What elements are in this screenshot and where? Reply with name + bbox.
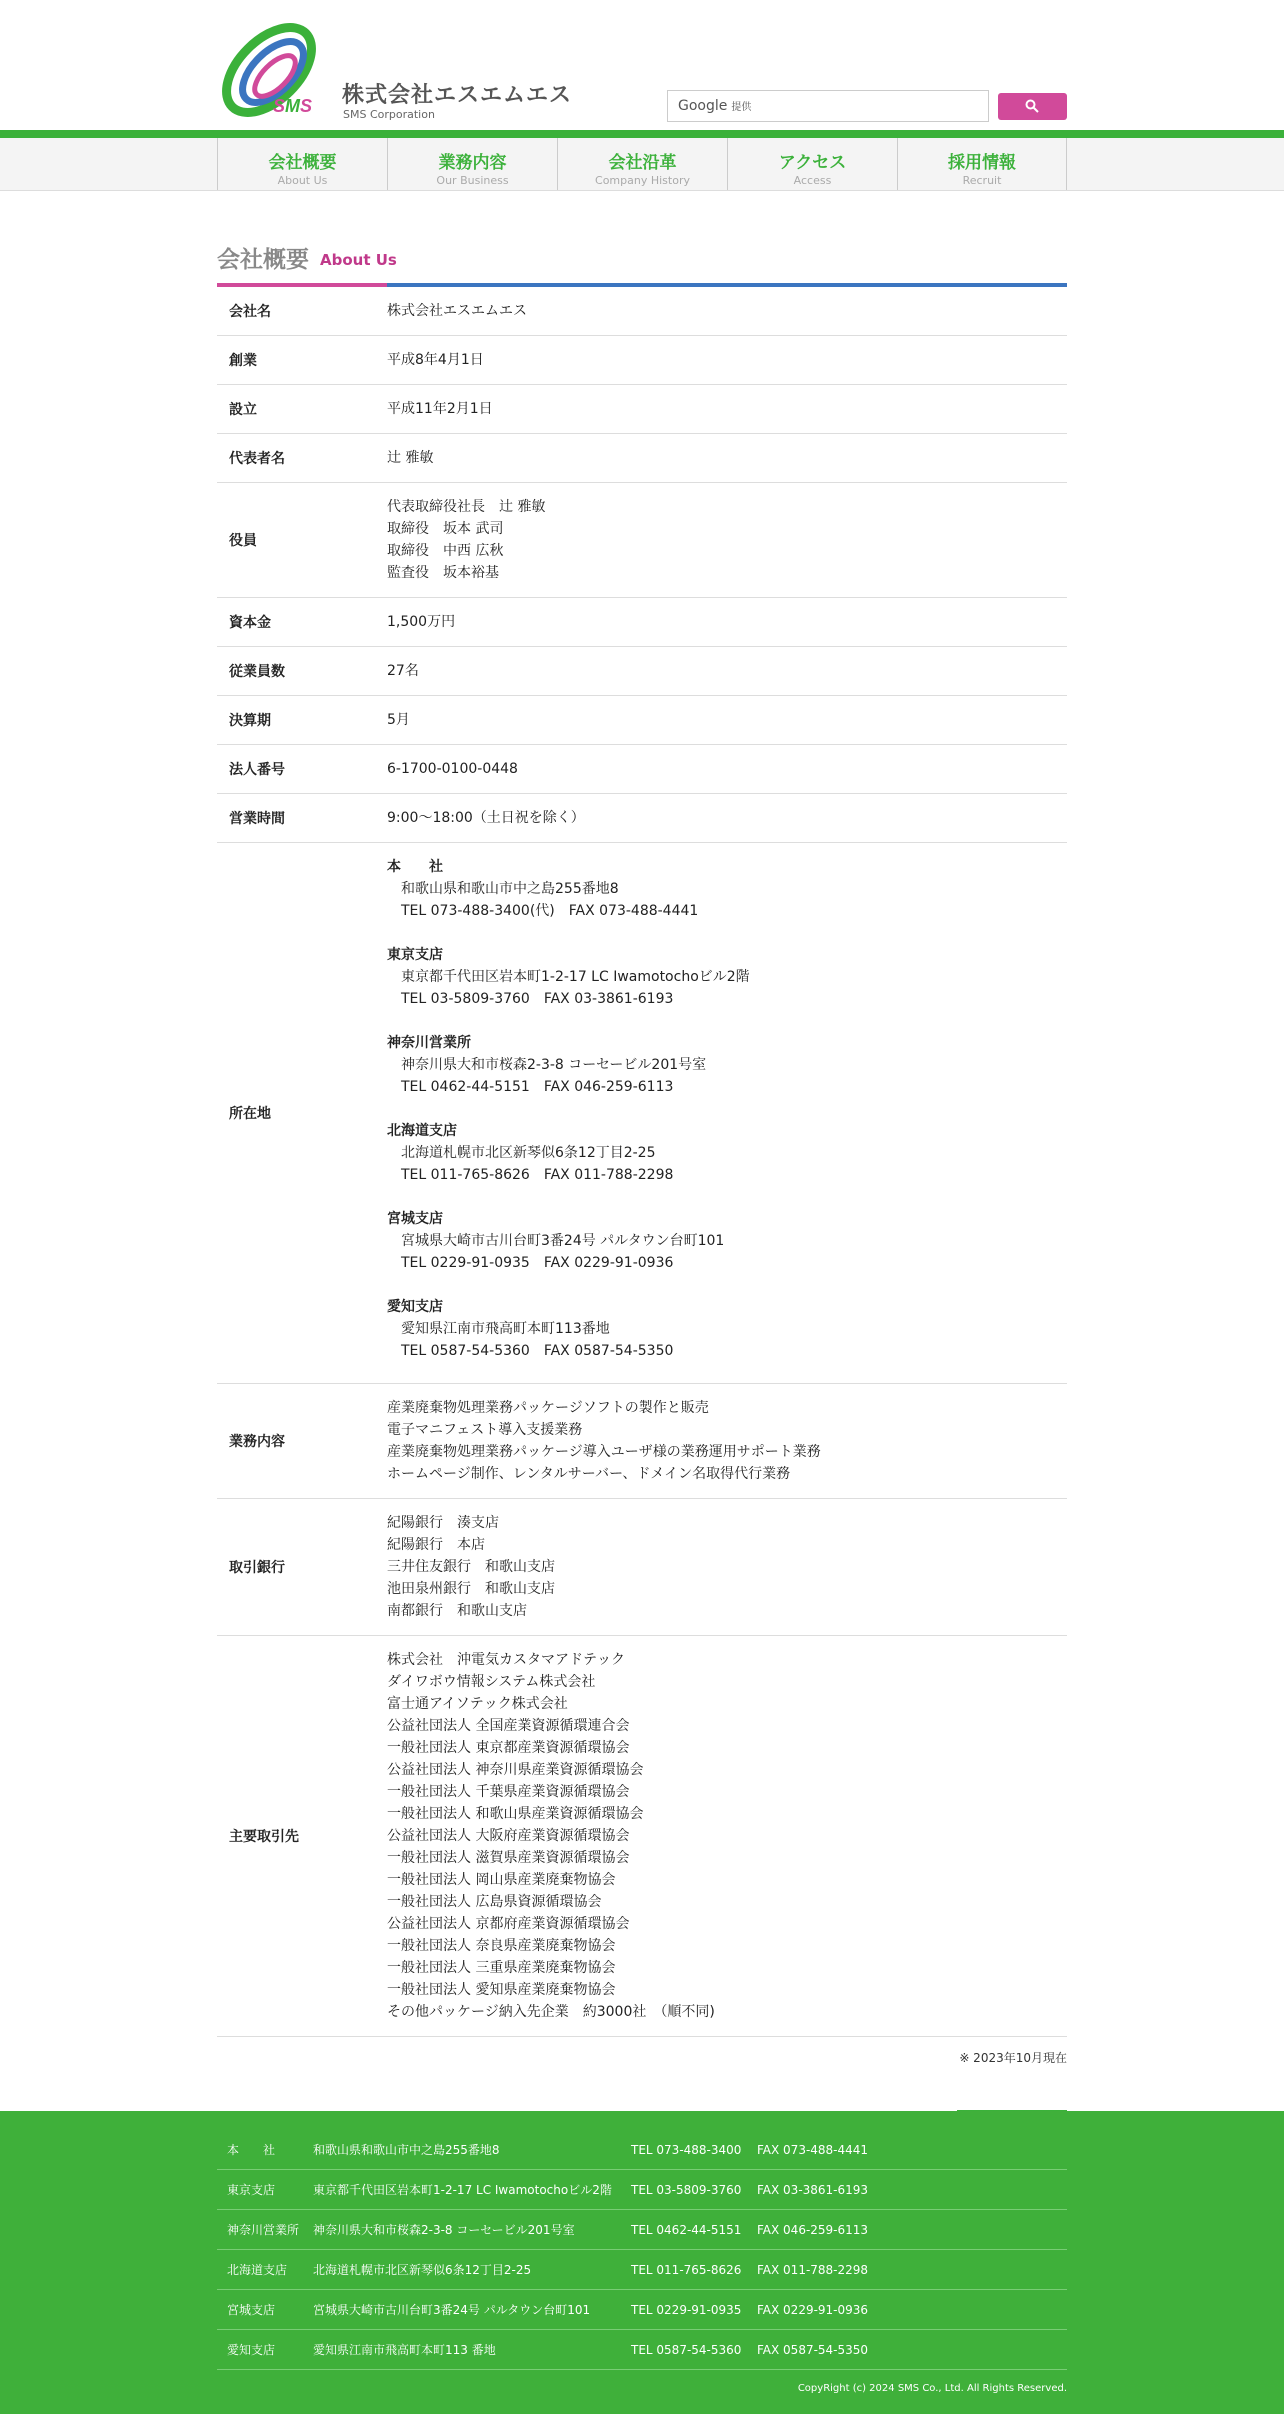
info-value-line: 1,500万円	[387, 614, 456, 630]
info-value-line: 一般社団法人 広島県資源循環協会	[387, 1894, 602, 1910]
footer-office-fax: FAX 0229-91-0936	[757, 2302, 869, 2317]
info-value-line: 富士通アイソテック株式会社	[387, 1696, 568, 1712]
nav-item-sublabel: About Us	[277, 174, 328, 187]
nav-item-2[interactable]	[557, 138, 727, 190]
office-tel: TEL 03-5809-3760 FAX 03-3861-6193	[401, 991, 674, 1007]
info-row-label: 営業時間	[217, 794, 387, 843]
info-row	[217, 287, 1067, 336]
main-content	[217, 239, 1067, 2146]
office-block	[387, 856, 1067, 922]
info-row-label: 従業員数	[217, 647, 387, 696]
office-name: 本 社	[387, 859, 443, 875]
section-title	[217, 239, 1067, 275]
info-row-label: 代表者名	[217, 434, 387, 483]
info-row	[217, 598, 1067, 647]
info-value-line: 一般社団法人 滋賀県産業資源循環協会	[387, 1850, 630, 1866]
info-value-line: 電子マニフェスト導入支援業務	[387, 1422, 583, 1438]
office-tel: TEL 073-488-3400(代) FAX 073-488-4441	[401, 903, 699, 919]
search-brand-label	[678, 98, 751, 114]
info-value-line: 産業廃棄物処理業務パッケージ導入ユーザ様の業務運用サポート業務	[387, 1444, 821, 1460]
footer-office-fax: FAX 0587-54-5350	[757, 2342, 869, 2357]
section-title-en: About Us	[320, 251, 397, 269]
footer-office-address: 神奈川県大和市桜森2-3-8 コーセービル201号室	[313, 2223, 575, 2237]
info-row-value	[387, 336, 1067, 385]
nav-item-3[interactable]	[727, 138, 897, 190]
info-value-line: ダイワボウ情報システム株式会社	[387, 1674, 596, 1690]
info-value-line: 平成8年4月1日	[387, 352, 484, 368]
title-rule-blue	[387, 283, 1067, 287]
office-name: 神奈川営業所	[387, 1035, 471, 1051]
info-row	[217, 647, 1067, 696]
info-row	[217, 1636, 1067, 2037]
info-value-line: 9:00〜18:00（土日祝を除く）	[387, 810, 585, 826]
info-value-line: 公益社団法人 全国産業資源循環連合会	[387, 1718, 630, 1734]
info-value-line: 取締役 坂本 武司	[387, 521, 504, 537]
office-block	[387, 944, 1067, 1010]
nav-item-label: 会社概要	[268, 153, 337, 173]
nav-top-rule	[0, 130, 1284, 138]
office-tel: TEL 0462-44-5151 FAX 046-259-6113	[401, 1079, 674, 1095]
footer-office-tel: TEL 0587-54-5360	[631, 2342, 742, 2357]
info-value-line: 辻 雅敏	[387, 450, 434, 466]
info-value-line: 池田泉州銀行 和歌山支店	[387, 1581, 555, 1597]
info-row-value	[387, 745, 1067, 794]
info-row-label: 法人番号	[217, 745, 387, 794]
info-value-line: 南都銀行 和歌山支店	[387, 1603, 527, 1619]
nav-item-sublabel: Access	[793, 174, 832, 187]
info-value-line: その他パッケージ納入先企業 約3000社 （順不同)	[387, 2004, 715, 2020]
footer-office-row	[217, 2210, 1067, 2250]
info-value-line: 公益社団法人 大阪府産業資源循環協会	[387, 1828, 630, 1844]
nav-item-label: アクセス	[778, 153, 847, 173]
info-value-line: 一般社団法人 愛知県産業廃棄物協会	[387, 1982, 616, 1998]
info-value-line: 産業廃棄物処理業務パッケージソフトの製作と販売	[387, 1400, 709, 1416]
site-header	[217, 0, 1067, 130]
info-value-line: 一般社団法人 三重県産業廃棄物協会	[387, 1960, 616, 1976]
info-value-line: 27名	[387, 663, 419, 679]
info-row	[217, 1384, 1067, 1499]
office-block	[387, 1296, 1067, 1362]
office-address: 神奈川県大和市桜森2-3-8 コーセービル201号室	[401, 1057, 707, 1073]
site-footer	[0, 2111, 1284, 2414]
info-value-line: 取締役 中西 広秋	[387, 543, 504, 559]
footer-office-fax: FAX 03-3861-6193	[757, 2182, 869, 2197]
info-value-line: 株式会社エスエムエス	[387, 303, 527, 319]
info-row	[217, 745, 1067, 794]
section-title-jp: 会社概要	[217, 247, 309, 273]
footer-office-address: 北海道札幌市北区新琴似6条12丁目2-25	[313, 2263, 532, 2277]
office-name: 宮城支店	[387, 1211, 443, 1227]
info-value-line: 代表取締役社長 辻 雅敏	[387, 499, 546, 515]
footer-office-address: 愛知県江南市飛高町本町113 番地	[313, 2343, 496, 2357]
sms-logo[interactable]	[217, 18, 329, 118]
info-row	[217, 696, 1067, 745]
info-value-line: ホームページ制作、レンタルサーバー、ドメイン名取得代行業務	[387, 1466, 791, 1482]
nav-item-label: 採用情報	[948, 153, 1016, 173]
info-row	[217, 434, 1067, 483]
office-address: 宮城県大崎市古川台町3番24号 パルタウン台町101	[401, 1233, 725, 1249]
google-brand: Google	[678, 98, 728, 114]
main-nav	[0, 138, 1284, 191]
footer-office-row	[217, 2330, 1067, 2370]
info-row-label: 役員	[217, 483, 387, 598]
info-row	[217, 336, 1067, 385]
info-row-value	[387, 794, 1067, 843]
info-value-line: 一般社団法人 東京都産業資源循環協会	[387, 1740, 630, 1756]
info-row-location	[217, 843, 1067, 1384]
title-rule	[217, 283, 1067, 287]
office-address: 和歌山県和歌山市中之島255番地8	[401, 881, 619, 897]
nav-item-sublabel: Recruit	[962, 174, 1002, 187]
footer-office-fax: FAX 046-259-6113	[757, 2222, 869, 2237]
info-value-line: 平成11年2月1日	[387, 401, 493, 417]
info-value-line: 一般社団法人 奈良県産業廃棄物協会	[387, 1938, 616, 1954]
nav-item-1[interactable]	[387, 138, 557, 190]
info-row-value	[387, 843, 1067, 1384]
footer-office-address: 和歌山県和歌山市中之島255番地8	[313, 2143, 500, 2157]
info-row-value	[387, 287, 1067, 336]
footer-office-tel: TEL 0229-91-0935	[631, 2302, 742, 2317]
office-block	[387, 1208, 1067, 1274]
footer-office-row	[217, 2130, 1067, 2170]
footer-office-row	[217, 2170, 1067, 2210]
footer-office-name: 東京支店	[227, 2183, 276, 2197]
info-row-value	[387, 1499, 1067, 1636]
copyright: CopyRight (c) 2024 SMS Co., Ltd. All Rights Reserved.	[797, 2383, 1067, 2394]
info-value-line: 一般社団法人 和歌山県産業資源循環協会	[387, 1806, 644, 1822]
info-row-label: 資本金	[217, 598, 387, 647]
office-block	[387, 1032, 1067, 1098]
info-value-line: 公益社団法人 京都府産業資源循環協会	[387, 1916, 630, 1932]
footer-office-address: 宮城県大崎市古川台町3番24号 パルタウン台町101	[313, 2303, 591, 2317]
info-row-label: 創業	[217, 336, 387, 385]
info-row	[217, 483, 1067, 598]
footer-office-tel: TEL 0462-44-5151	[631, 2222, 742, 2237]
search-button[interactable]	[998, 93, 1067, 120]
footer-office-tel: TEL 03-5809-3760	[631, 2182, 742, 2197]
info-row-value	[387, 598, 1067, 647]
info-value-line: 監査役 坂本裕基	[387, 565, 499, 581]
info-row-value	[387, 696, 1067, 745]
info-row-value	[387, 1636, 1067, 2037]
info-value-line: 一般社団法人 岡山県産業廃棄物協会	[387, 1872, 616, 1888]
office-address: 愛知県江南市飛高町本町113番地	[401, 1321, 610, 1337]
footer-office-name: 本 社	[227, 2143, 276, 2157]
as-of-note: ※ 2023年10月現在	[959, 2051, 1067, 2065]
info-value-line: 5月	[387, 712, 410, 728]
footer-office-name: 愛知支店	[227, 2343, 276, 2357]
footer-office-row	[217, 2250, 1067, 2290]
search-icon	[1025, 99, 1039, 113]
info-value-line: 6-1700-0100-0448	[387, 761, 518, 777]
footer-office-tel: TEL 011-765-8626	[631, 2262, 742, 2277]
office-tel: TEL 0587-54-5360 FAX 0587-54-5350	[401, 1343, 674, 1359]
footer-office-address: 東京都千代田区岩本町1-2-17 LC Iwamotochoビル2階	[313, 2183, 612, 2197]
footer-office-name: 北海道支店	[227, 2263, 288, 2277]
office-name: 愛知支店	[387, 1299, 443, 1315]
info-row	[217, 1499, 1067, 1636]
info-row-label: 主要取引先	[217, 1636, 387, 2037]
nav-item-sublabel: Our Business	[436, 174, 509, 187]
search-provided: 提供	[731, 102, 752, 113]
info-row-label: 会社名	[217, 287, 387, 336]
footer-office-fax: FAX 011-788-2298	[757, 2262, 869, 2277]
info-row-label: 決算期	[217, 696, 387, 745]
info-row-label: 取引銀行	[217, 1499, 387, 1636]
office-address: 北海道札幌市北区新琴似6条12丁目2-25	[401, 1145, 656, 1161]
footer-office-tel: TEL 073-488-3400	[631, 2142, 742, 2157]
info-row	[217, 385, 1067, 434]
info-value-line: 三井住友銀行 和歌山支店	[387, 1559, 555, 1575]
info-row-label: 業務内容	[217, 1384, 387, 1499]
nav-item-label: 会社沿革	[608, 153, 677, 173]
office-block	[387, 1120, 1067, 1186]
office-tel: TEL 011-765-8626 FAX 011-788-2298	[401, 1167, 674, 1183]
info-row-value	[387, 1384, 1067, 1499]
info-value-line: 紀陽銀行 湊支店	[387, 1515, 499, 1531]
nav-item-sublabel: Company History	[595, 174, 690, 187]
search-input[interactable]	[667, 90, 989, 122]
nav-item-0[interactable]	[217, 138, 387, 190]
info-row-value	[387, 647, 1067, 696]
footer-office-name: 宮城支店	[227, 2303, 276, 2317]
company-info-table	[217, 287, 1067, 2037]
office-tel: TEL 0229-91-0935 FAX 0229-91-0936	[401, 1255, 674, 1271]
info-value-line: 株式会社 沖電気カスタマアドテック	[387, 1652, 625, 1668]
company-name: 株式会社エスエムエス	[342, 83, 573, 108]
office-name: 北海道支店	[387, 1123, 457, 1139]
company-subtitle: SMS Corporation	[343, 108, 435, 121]
info-value-line: 公益社団法人 神奈川県産業資源循環協会	[387, 1762, 644, 1778]
office-name: 東京支店	[387, 947, 443, 963]
info-row-label: 所在地	[217, 843, 387, 1384]
title-rule-pink	[217, 283, 387, 287]
nav-item-4[interactable]	[897, 138, 1067, 190]
info-value-line: 紀陽銀行 本店	[387, 1537, 485, 1553]
nav-item-label: 業務内容	[438, 153, 507, 173]
logo-text: SMS	[273, 96, 313, 116]
office-address: 東京都千代田区岩本町1-2-17 LC Iwamotochoビル2階	[401, 969, 750, 985]
info-value-line: 一般社団法人 千葉県産業資源循環協会	[387, 1784, 630, 1800]
info-row-value	[387, 385, 1067, 434]
info-row-value	[387, 483, 1067, 598]
footer-office-row	[217, 2290, 1067, 2330]
footer-office-name: 神奈川営業所	[227, 2223, 300, 2237]
info-row-value	[387, 434, 1067, 483]
info-row	[217, 794, 1067, 843]
footer-office-fax: FAX 073-488-4441	[757, 2142, 869, 2157]
info-row-label: 設立	[217, 385, 387, 434]
